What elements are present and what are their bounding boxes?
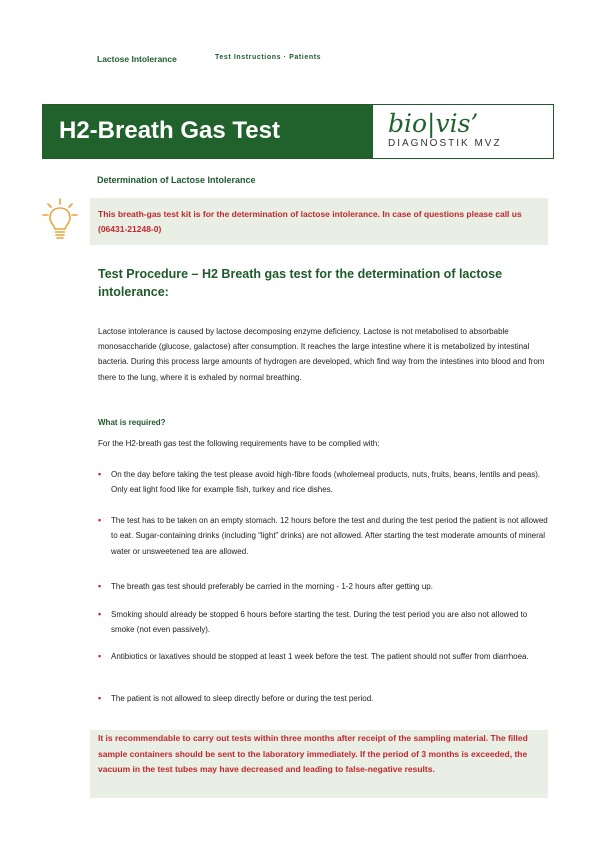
list-item	[98, 649, 548, 664]
lightbulb-icon	[40, 197, 80, 243]
bullet-icon: •	[98, 693, 102, 703]
logo-subtitle: DIAGNOSTIK MVZ	[388, 138, 502, 149]
bullet-icon: •	[98, 609, 102, 619]
list-item	[98, 513, 548, 559]
intro-paragraph: Lactose intolerance is caused by lactose decomposing enzyme deficiency. Lactose is not metabolised to absorbable monosaccharide (glucose, galactose) after consumption. It reaches the large intestine where it is metabolized by intestinal bacteria. During this process large amounts of hydrogen are developed, which find way from the intestines into blood and from there to the lung, where it is exhaled by normal breathing.	[98, 327, 545, 382]
notice-sample-validity-text: It is recommendable to carry out tests within three months after receipt of the sampling material. The filled sample containers should be sent to the laboratory immediately. If the period of 3 months is exceeded, the vacuum in the test tubes may have decreased and leading to false-negative results.	[98, 733, 528, 774]
list-item-text: The patient is not allowed to sleep directly before or during the test period.	[111, 694, 374, 703]
list-item	[98, 691, 548, 706]
list-item-text: The test has to be taken on an empty stomach. 12 hours before the test and during the test period the patient is not allowed to eat. Sugar-containing drinks (including “light” drinks) are not allowed. After starting the test moderate amounts of mineral water or unsweetened tea are allowed.	[111, 516, 548, 556]
logo-brand: bio|vis’	[388, 109, 479, 138]
bullet-icon: •	[98, 515, 102, 525]
list-item	[98, 607, 548, 638]
notice-contact	[90, 198, 548, 245]
list-item	[98, 579, 548, 594]
page-subtitle: Determination of Lactose Intolerance	[97, 175, 256, 185]
title-banner	[42, 104, 554, 159]
page-title: H2-Breath Gas Test	[59, 117, 280, 144]
biovis-logo	[384, 109, 552, 155]
notice-contact-text: This breath-gas test kit is for the determination of lactose intolerance. In case of questions please call us (06431-21248-0)	[98, 209, 522, 234]
header-section: Test Instructions · Patients	[215, 54, 322, 61]
procedure-heading: Test Procedure – H2 Breath gas test for the determination of lactose intolerance:	[98, 267, 503, 299]
requirements-heading: What is required?	[98, 418, 166, 427]
requirements-intro: For the H2-breath gas test the following requirements have to be complied with:	[98, 439, 380, 448]
list-item-text: The breath gas test should preferably be carried in the morning - 1-2 hours after getting up.	[111, 582, 433, 591]
header-topic: Lactose Intolerance	[97, 54, 177, 64]
bullet-icon: •	[98, 581, 102, 591]
bullet-icon: •	[98, 469, 102, 479]
list-item-text: Antibiotics or laxatives should be stopped at least 1 week before the test. The patient should not suffer from diarrhoea.	[111, 652, 529, 661]
list-item-text: Smoking should already be stopped 6 hours before starting the test. During the test period you are also not allowed to smoke (not even passively).	[111, 610, 528, 635]
list-item-text: On the day before taking the test please avoid high-fibre foods (wholemeal products, nuts, fruits, beans, lentils and peas). Only eat light food like for example fish, turkey and rice dishes.	[111, 470, 541, 495]
list-item	[98, 467, 548, 498]
notice-sample-validity	[90, 730, 548, 798]
bullet-icon: •	[98, 651, 102, 661]
title-box	[43, 105, 373, 158]
